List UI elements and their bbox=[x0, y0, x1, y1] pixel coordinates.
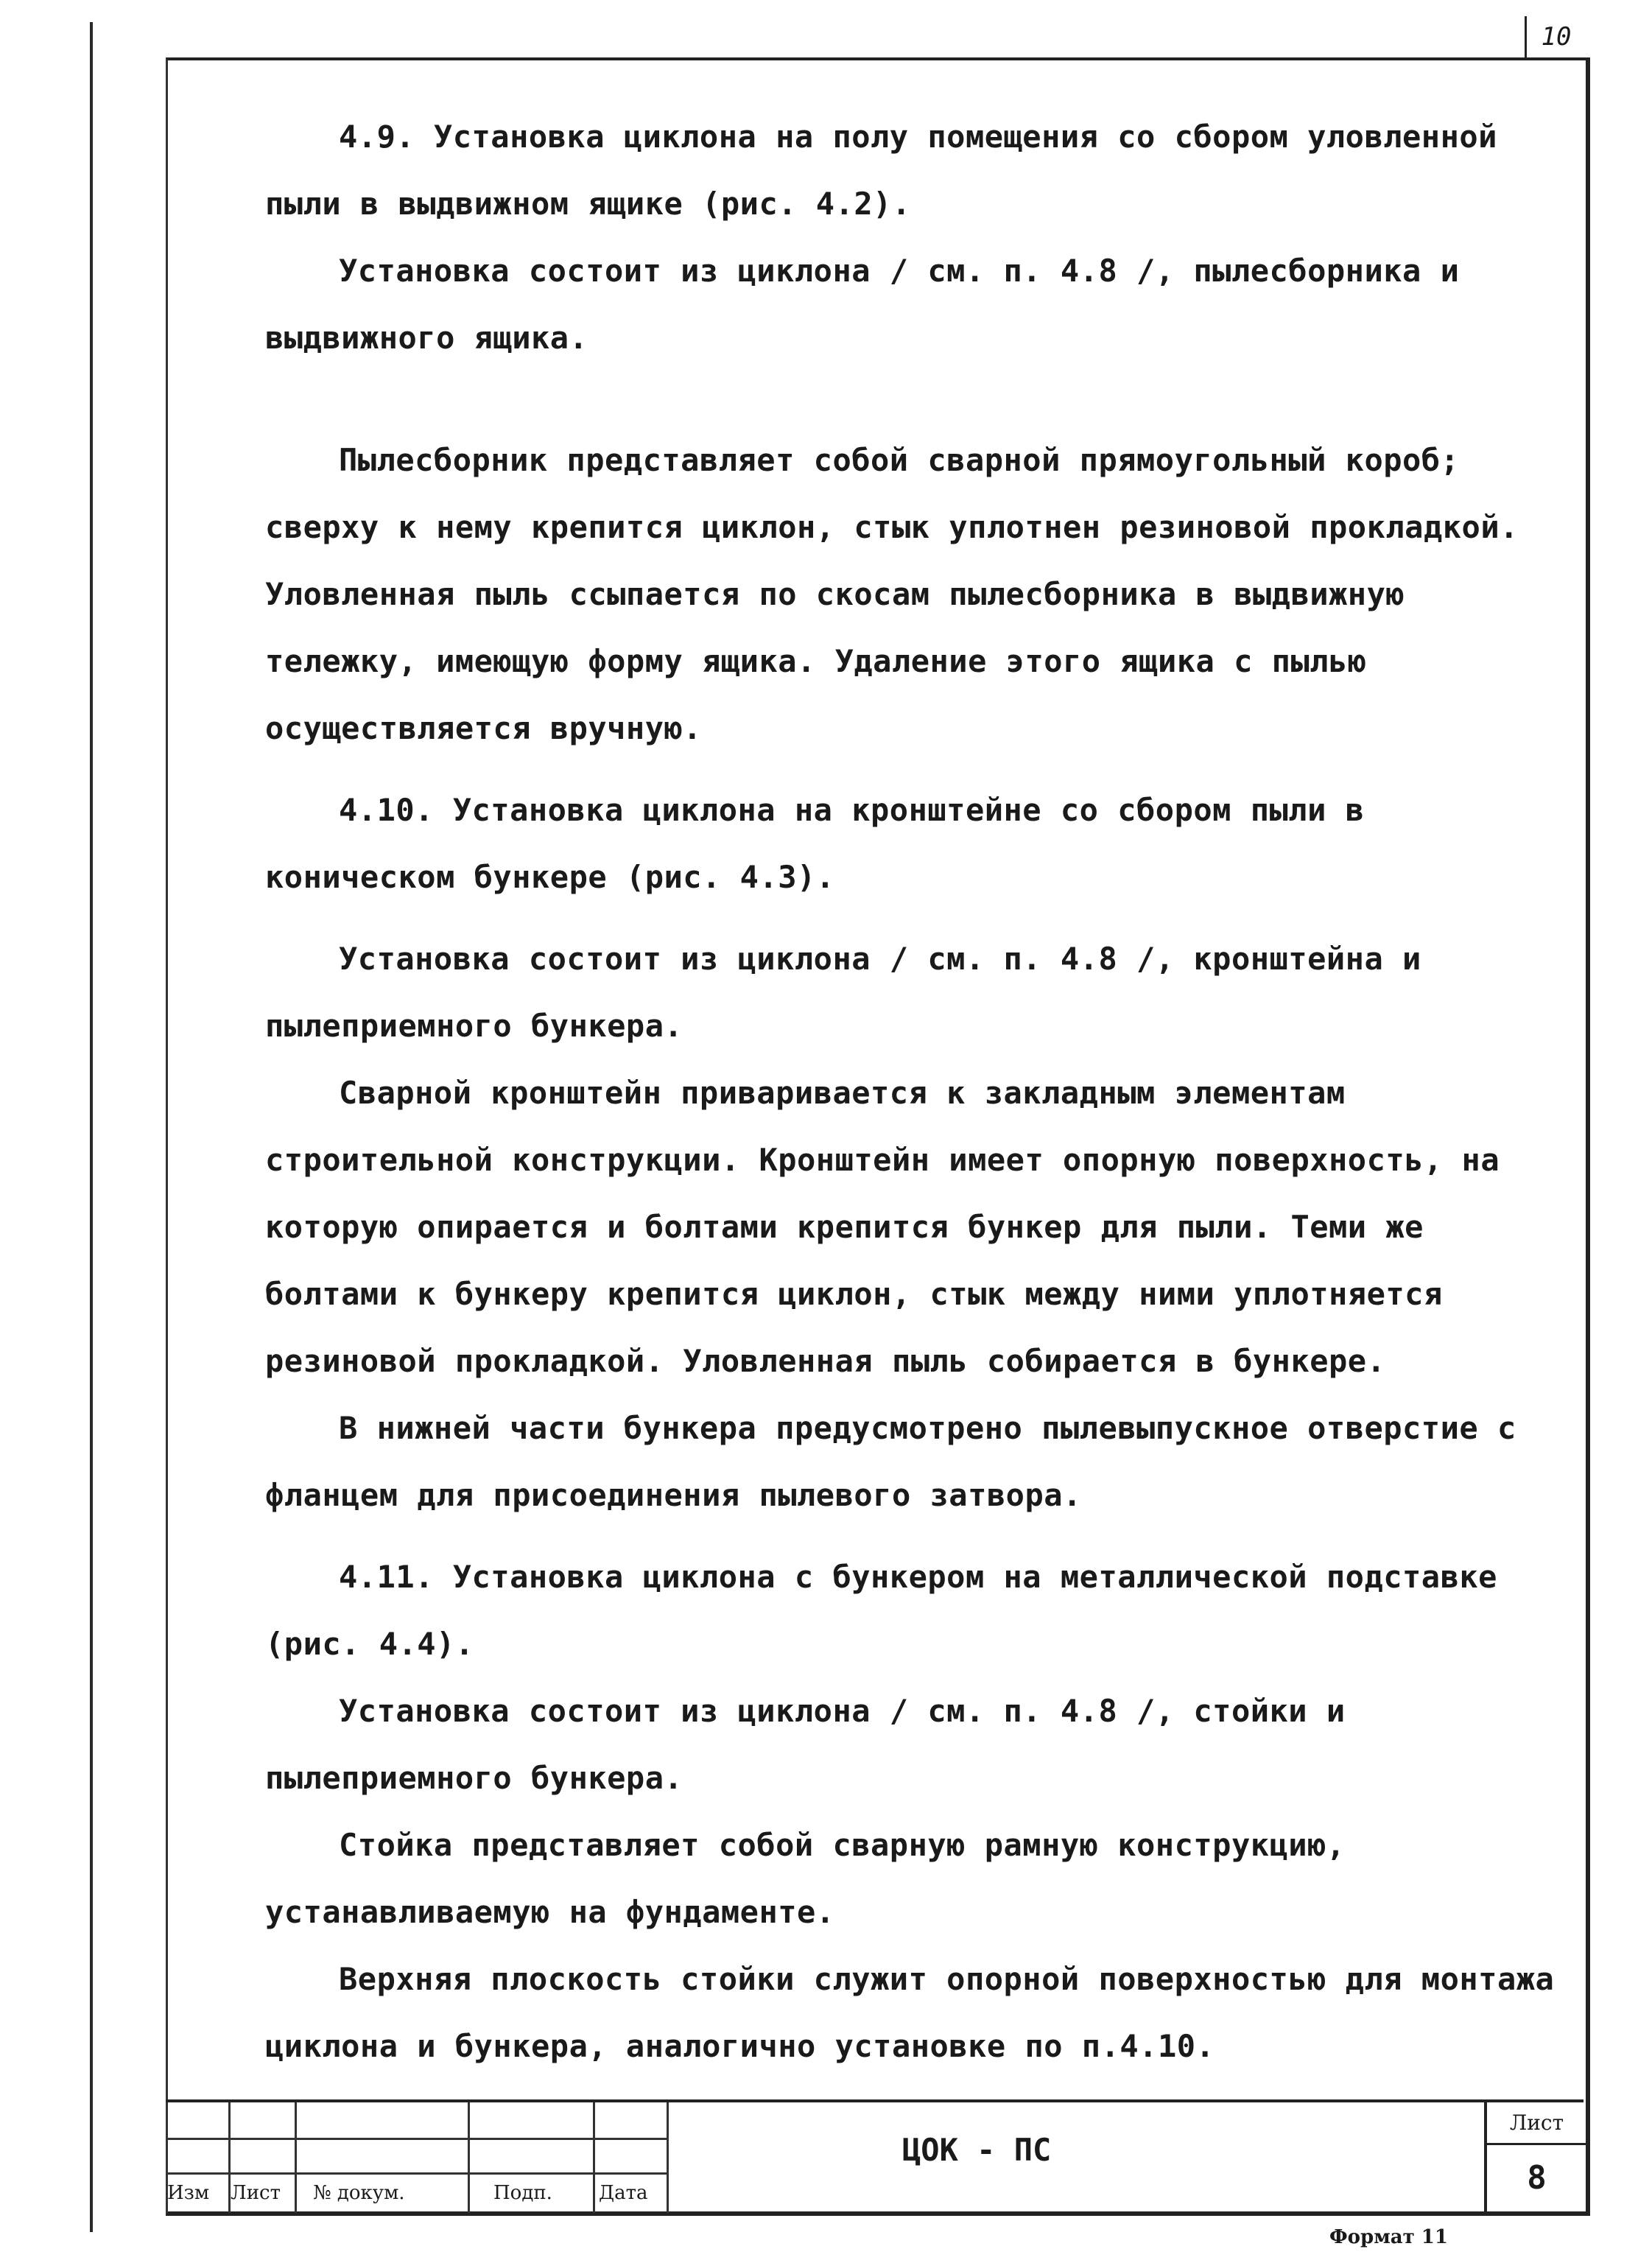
format-label: Формат 11 bbox=[1329, 2226, 1448, 2248]
document-body bbox=[265, 103, 1561, 2080]
page-number: 10 bbox=[1525, 16, 1586, 57]
paragraph-4-11: 4.11. Установка циклона с бункером на металлической подставке (рис. 4.4). bbox=[265, 1559, 1497, 1662]
paragraph-4-11-composition: Установка состоит из циклона / см. п. 4.8 /, стойки и пылеприемного бункера. bbox=[265, 1693, 1346, 1796]
label-change: Изм bbox=[167, 2182, 210, 2204]
binding-line bbox=[90, 22, 93, 2232]
label-doc-number: № докум. bbox=[313, 2182, 405, 2204]
paragraph-outlet: В нижней части бункера предусмотрено пылевыпускное отверстие с фланцем для присоединения пылевого затвора. bbox=[265, 1410, 1516, 1513]
paragraph-4-9: 4.9. Установка циклона на полу помещения со сбором уловленной пыли в выдвижном ящике (рис. 4.2). bbox=[265, 119, 1497, 222]
paragraph-stand: Стойка представляет собой сварную рамную конструкцию, устанавливаемую на фундаменте. bbox=[265, 1827, 1346, 1930]
paragraph-bracket: Сварной кронштейн приваривается к закладным элементам строительной конструкции. Кронштейн имеет опорную поверхность, на которую опирается и болтами крепится бункер для пыли. Теми же болтами к бункеру крепится циклон, стык между ними уплотняется резиновой прокладкой. Уловленная пыль собирается в бункере. bbox=[265, 1075, 1500, 1379]
sheet-box bbox=[1484, 2102, 1586, 2213]
revision-grid bbox=[166, 2102, 667, 2213]
label-date: Дата bbox=[599, 2182, 648, 2204]
paragraph-dust-collector: Пылесборник представляет собой сварной прямоугольный короб; сверху к нему крепится циклон, стык уплотнен резиновой прокладкой. Уловленная пыль ссыпается по скосам пылесборника в выдвижную тележку, имеющую форму ящика. Удаление этого ящика с пылью осуществляется вручную. bbox=[265, 442, 1519, 746]
paragraph-4-10: 4.10. Установка циклона на кронштейне со сбором пыли в коническом бункере (рис. 4.3). bbox=[265, 792, 1365, 895]
paragraph-4-10-composition: Установка состоит из циклона / см. п. 4.8 /, кронштейна и пылеприемного бункера. bbox=[265, 941, 1421, 1044]
document-code: ЦОК - ПС bbox=[902, 2132, 1052, 2168]
title-block bbox=[166, 2099, 1584, 2213]
paragraph-4-9-composition: Установка состоит из циклона / см. п. 4.8 /, пылесборника и выдвижного ящика. bbox=[265, 253, 1460, 356]
label-sheet: Лист bbox=[231, 2182, 281, 2204]
sheet-number: 8 bbox=[1527, 2159, 1547, 2197]
paragraph-upper-plane: Верхняя плоскость стойки служит опорной поверхностью для монтажа циклона и бункера, аналогично установке по п.4.10. bbox=[265, 1961, 1555, 2064]
sheet-label: Лист bbox=[1487, 2102, 1586, 2145]
label-signature: Подп. bbox=[493, 2182, 552, 2204]
